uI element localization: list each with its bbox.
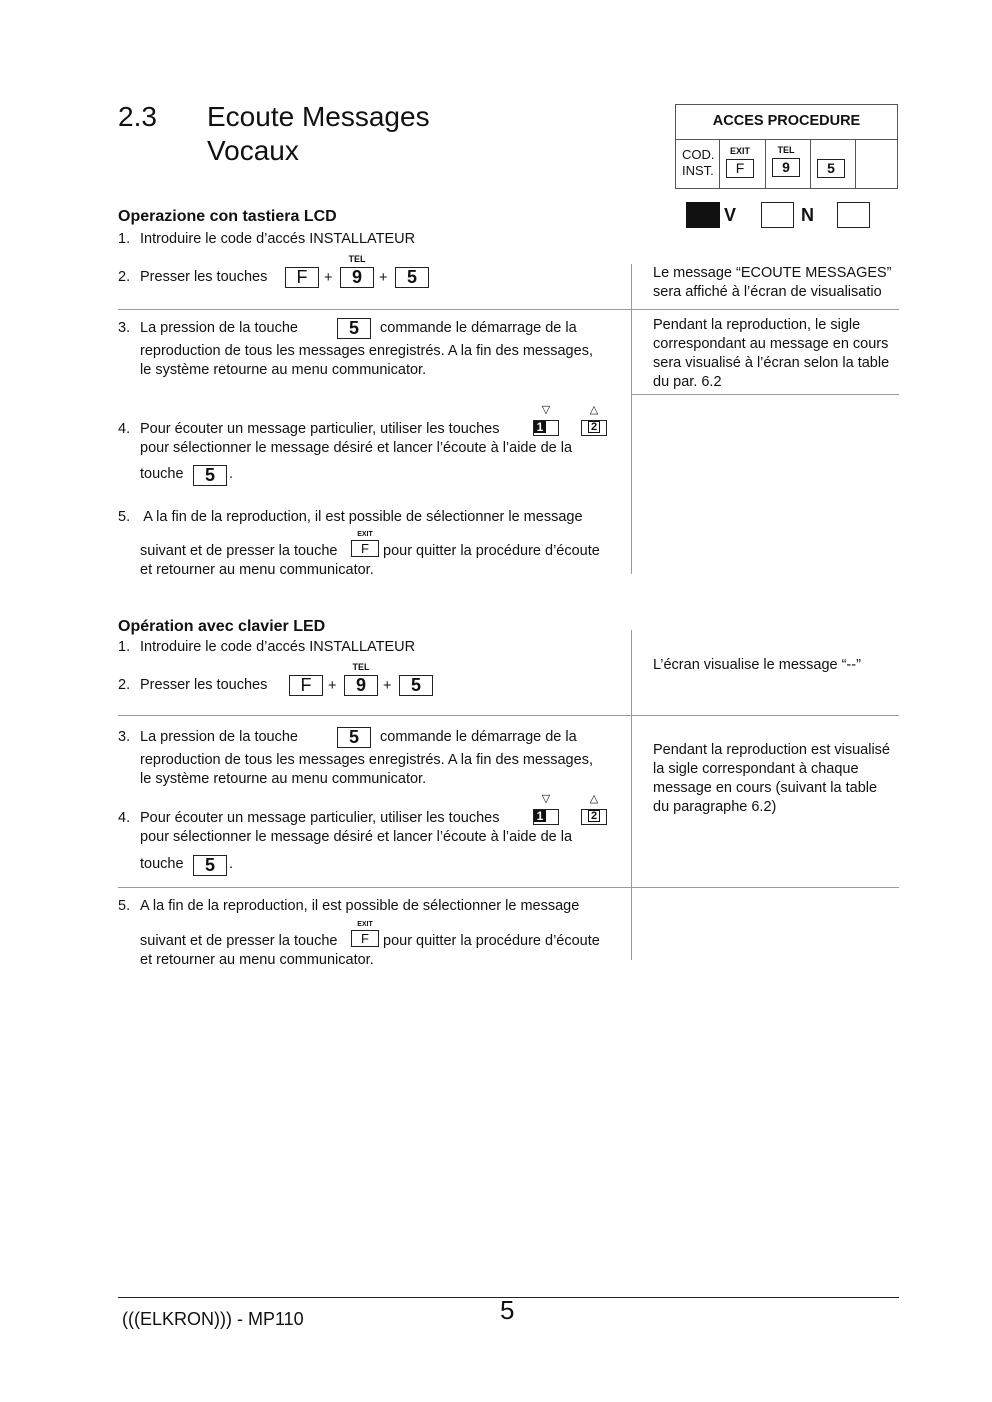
v-indicator-empty [761, 202, 794, 228]
lcd-step5-line3: et retourner au menu communicator. [140, 562, 374, 578]
led-key-f [289, 675, 323, 696]
lcd-step3-key-5 [337, 318, 371, 339]
key-label: 5 [348, 727, 359, 747]
key-label: F [735, 160, 745, 176]
section-number: 2.3 [118, 101, 157, 132]
led-step4-line3: touche [140, 856, 184, 872]
up-arrow-icon: △ [589, 403, 599, 416]
lcd-heading: Operazione con tastiera LCD [118, 208, 337, 225]
led-step2-note: L’écran visualise le message “--” [653, 657, 861, 673]
lcd-step3-note-line2: correspondant au message en cours [653, 336, 889, 352]
plus-sign: + [324, 270, 333, 286]
period: . [229, 856, 234, 872]
up-arrow-icon: △ [589, 792, 599, 805]
lcd-step3-line3: le système retourne au menu communicator. [140, 362, 427, 378]
led-step4-key-5 [193, 855, 227, 876]
section-title-line1: Ecoute Messages [207, 101, 430, 132]
key-label: 9 [355, 675, 366, 695]
key-label: 9 [351, 267, 362, 287]
down-arrow-icon: ▽ [541, 403, 551, 416]
v-label: V [724, 205, 737, 225]
tel-caption: TEL [352, 662, 370, 672]
lcd-step1-num: 1. [118, 231, 131, 247]
plus-sign: + [379, 270, 388, 286]
lcd-step4-key-5 [193, 465, 227, 486]
exit-caption: EXIT [357, 531, 373, 539]
led-step5-line1: A la fin de la reproduction, il est possible de sélectionner le message [140, 898, 580, 914]
section-title-line2: Vocaux [207, 135, 299, 166]
cod-inst-label [682, 147, 715, 179]
tel-caption: TEL [348, 254, 366, 264]
led-step5-b: pour quitter la procédure d’écoute [383, 933, 600, 949]
up-key-2 [581, 792, 607, 825]
acces-procedure-title: ACCES PROCEDURE [712, 113, 861, 129]
led-step3-b: commande le démarrage de la [380, 729, 577, 745]
key-label: 5 [204, 855, 215, 875]
lcd-step3-note-line4: du par. 6.2 [653, 374, 722, 390]
n-label: N [801, 205, 814, 225]
down-key-1 [533, 403, 559, 436]
lcd-step5-b: pour quitter la procédure d’écoute [383, 543, 600, 559]
up-key-2 [581, 403, 607, 436]
acces-cell-divider [719, 139, 720, 188]
led-step4-line2: pour sélectionner le message désiré et lancer l’écoute à l’aide de la [140, 829, 573, 845]
row-divider [118, 887, 899, 888]
column-divider [631, 264, 632, 574]
n-indicator-empty [837, 202, 870, 228]
acces-key-f [726, 146, 754, 178]
exit-caption: EXIT [357, 921, 373, 929]
lcd-step2: Presser les touches [140, 269, 268, 285]
key-label: 5 [348, 318, 359, 338]
page-number: 5 [500, 1295, 515, 1325]
led-step2-num: 2. [118, 677, 131, 693]
lcd-step3-note-line1: Pendant la reproduction, le sigle [653, 317, 861, 333]
acces-divider [676, 139, 897, 140]
lcd-step5-num: 5. [118, 509, 131, 525]
lcd-step4-num: 4. [118, 421, 131, 437]
lcd-step3-a: La pression de la touche [140, 320, 298, 336]
led-step3-note-line4: du paragraphe 6.2) [653, 799, 777, 815]
key-label: 2 [588, 810, 600, 822]
lcd-key-5 [395, 267, 429, 288]
footer-brand: (((ELKRON))) - MP110 [122, 1309, 304, 1329]
led-step3-note-line3: message en cours (suivant la table [653, 780, 878, 796]
led-step1-num: 1. [118, 639, 131, 655]
key-label: 1 [534, 421, 546, 433]
key-label: 1 [534, 810, 546, 822]
inst-label: INST. [682, 163, 714, 178]
v-indicator-filled [686, 202, 720, 228]
acces-cell-divider [765, 139, 766, 188]
lcd-key-f [285, 267, 319, 288]
row-divider [118, 715, 899, 716]
lcd-key-9 [340, 254, 374, 288]
tel-caption: TEL [777, 145, 795, 155]
key-label: 5 [410, 675, 421, 695]
cod-label: COD. [682, 147, 715, 162]
key-label: 9 [782, 159, 790, 175]
key-label: F [296, 267, 308, 287]
lcd-step1: Introduire le code d’accés INSTALLATEUR [140, 231, 416, 247]
led-step5-key-f [351, 921, 379, 947]
led-step4-a: Pour écouter un message particulier, utiliser les touches [140, 810, 500, 826]
led-step2: Presser les touches [140, 677, 268, 693]
led-step1: Introduire le code d’accés INSTALLATEUR [140, 639, 416, 655]
plus-sign: + [383, 678, 392, 694]
down-key-1 [533, 792, 559, 825]
lcd-step4-line3: touche [140, 466, 184, 482]
acces-procedure-box [675, 104, 898, 189]
row-divider [118, 309, 899, 310]
led-step4-num: 4. [118, 810, 131, 826]
lcd-step3-line2: reproduction de tous les messages enregistrés. A la fin des messages, [140, 343, 593, 359]
led-step3-note-line1: Pendant la reproduction est visualisé [653, 742, 890, 758]
acces-key-5 [817, 159, 845, 178]
led-step3-line3: le système retourne au menu communicator. [140, 771, 427, 787]
down-arrow-icon: ▽ [541, 792, 551, 805]
row-divider [631, 394, 899, 395]
key-label: 2 [588, 421, 600, 433]
led-step3-note-line2: la sigle correspondant à chaque [653, 761, 859, 777]
led-step5-line3: et retourner au menu communicator. [140, 952, 374, 968]
lcd-step5-line1: A la fin de la reproduction, il est possible de sélectionner le message [140, 509, 583, 525]
led-step3-line2: reproduction de tous les messages enregistrés. A la fin des messages, [140, 752, 593, 768]
key-label: F [361, 541, 369, 557]
led-step5-a: suivant et de presser la touche [140, 933, 338, 949]
lcd-step2-note-line2: sera affiché à l’écran de visualisatio [653, 284, 882, 300]
lcd-step5-a: suivant et de presser la touche [140, 543, 338, 559]
lcd-step4-line2: pour sélectionner le message désiré et lancer l’écoute à l’aide de la [140, 440, 573, 456]
lcd-step3-num: 3. [118, 320, 131, 336]
led-step3-a: La pression de la touche [140, 729, 298, 745]
led-heading: Opération avec clavier LED [118, 618, 326, 635]
key-label: F [361, 931, 369, 947]
led-step5-num: 5. [118, 898, 131, 914]
key-label: 5 [204, 465, 215, 485]
led-key-5 [399, 675, 433, 696]
lcd-step3-b: commande le démarrage de la [380, 320, 577, 336]
key-label: 5 [827, 160, 835, 176]
period: . [229, 466, 234, 482]
exit-caption: EXIT [729, 146, 750, 156]
led-step3-key-5 [337, 727, 371, 748]
acces-cell-divider [855, 139, 856, 188]
lcd-step5-key-f [351, 531, 379, 557]
lcd-step4-a: Pour écouter un message particulier, utiliser les touches [140, 421, 500, 437]
plus-sign: + [328, 678, 337, 694]
key-label: F [300, 675, 312, 695]
led-key-9 [344, 662, 378, 696]
acces-cell-divider [810, 139, 811, 188]
acces-key-9 [772, 145, 800, 177]
led-step3-num: 3. [118, 729, 131, 745]
column-divider [631, 630, 632, 960]
key-label: 5 [406, 267, 417, 287]
lcd-step3-note-line3: sera visualisé à l’écran selon la table [653, 355, 890, 371]
lcd-step2-num: 2. [118, 269, 131, 285]
lcd-step2-note-line1: Le message “ECOUTE MESSAGES” [653, 265, 892, 281]
